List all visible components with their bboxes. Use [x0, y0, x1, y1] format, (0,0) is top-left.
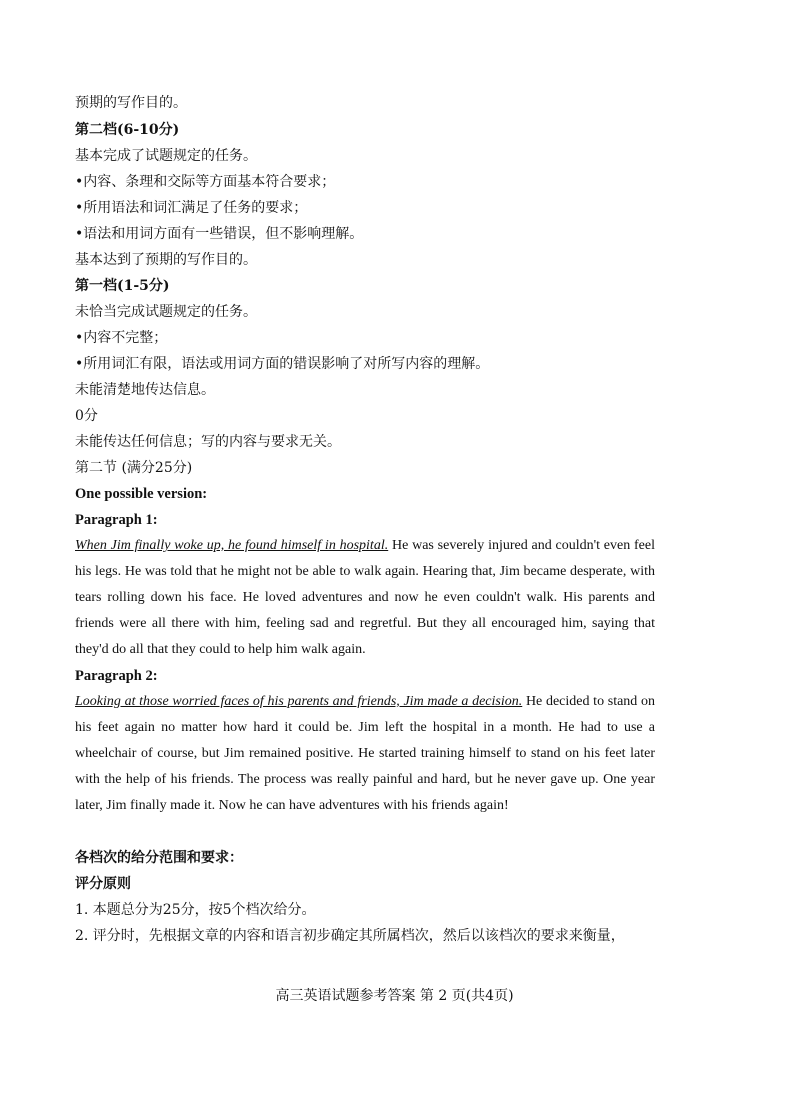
paragraph-1-lead-sentence: When Jim finally woke up, he found himself in hospital. [75, 538, 389, 553]
paragraph-2-label: Paragraph 2: [75, 668, 158, 684]
text-line: 未恰当完成试题规定的任务。 [75, 304, 257, 320]
section-heading: 第二节 (满分25分) [75, 460, 193, 476]
scoring-heading: 各档次的给分范围和要求： [75, 850, 243, 866]
page-footer: 高三英语试题参考答案 第 2 页(共4页) [275, 988, 514, 1004]
text-line: 未能清楚地传达信息。 [75, 382, 215, 398]
paragraph-2-lead-sentence: Looking at those worried faces of his parents and friends, Jim made a decision. [75, 694, 523, 709]
grade-heading: 第一档(1-5分) [75, 278, 170, 294]
paragraph-1-text: He was severely injured and couldn't even feel his legs. He was told that he might not be able to walk again. Hearing that, Jim became desperate, with tears rolling down his face. He loved adventures and now he even couldn't walk. His parents and friends were all there with him, feeling sad and regretful. But they all encouraged him, saying that they'd do all that they could to help him walk again. [75, 538, 655, 657]
text-line: 基本完成了试题规定的任务。 [75, 148, 257, 164]
bullet-line: •内容、条理和交际等方面基本符合要求； [75, 174, 336, 190]
scoring-principle-heading: 评分原则 [75, 876, 131, 892]
grade-heading: 第二档(6-10分) [75, 122, 180, 138]
text-line: 基本达到了预期的写作目的。 [75, 252, 257, 268]
bullet-line: •所用词汇有限，语法或用词方面的错误影响了对所写内容的理解。 [75, 356, 490, 372]
text-line: 未能传达任何信息；写的内容与要求无关。 [75, 434, 341, 450]
version-label: One possible version: [75, 486, 208, 502]
paragraph-1-body [75, 533, 655, 663]
paragraph-2-text: He decided to stand on his feet again no matter how hard it could be. Jim left the hospital in a month. He had to use a wheelchair of course, but Jim remained positive. He started training himself to stand on his feet later with the help of his friends. The process was really painful and hard, but he never gave up. One year later, Jim finally made it. Now he can have adventures with his friends again! [75, 694, 656, 813]
scoring-rule-1: 1. 本题总分为25分，按5个档次给分。 [75, 902, 316, 918]
scoring-rule-2: 2. 评分时，先根据文章的内容和语言初步确定其所属档次，然后以该档次的要求来衡量， [75, 928, 625, 944]
bullet-line: •语法和用词方面有一些错误，但不影响理解。 [75, 226, 364, 242]
paragraph-2-body [75, 689, 655, 819]
paragraph-1-label: Paragraph 1: [75, 512, 158, 528]
bullet-line: •内容不完整； [75, 330, 168, 346]
text-line: 预期的写作目的。 [75, 95, 187, 111]
bullet-line: •所用语法和词汇满足了任务的要求； [75, 200, 308, 216]
text-line: 0分 [75, 408, 98, 424]
